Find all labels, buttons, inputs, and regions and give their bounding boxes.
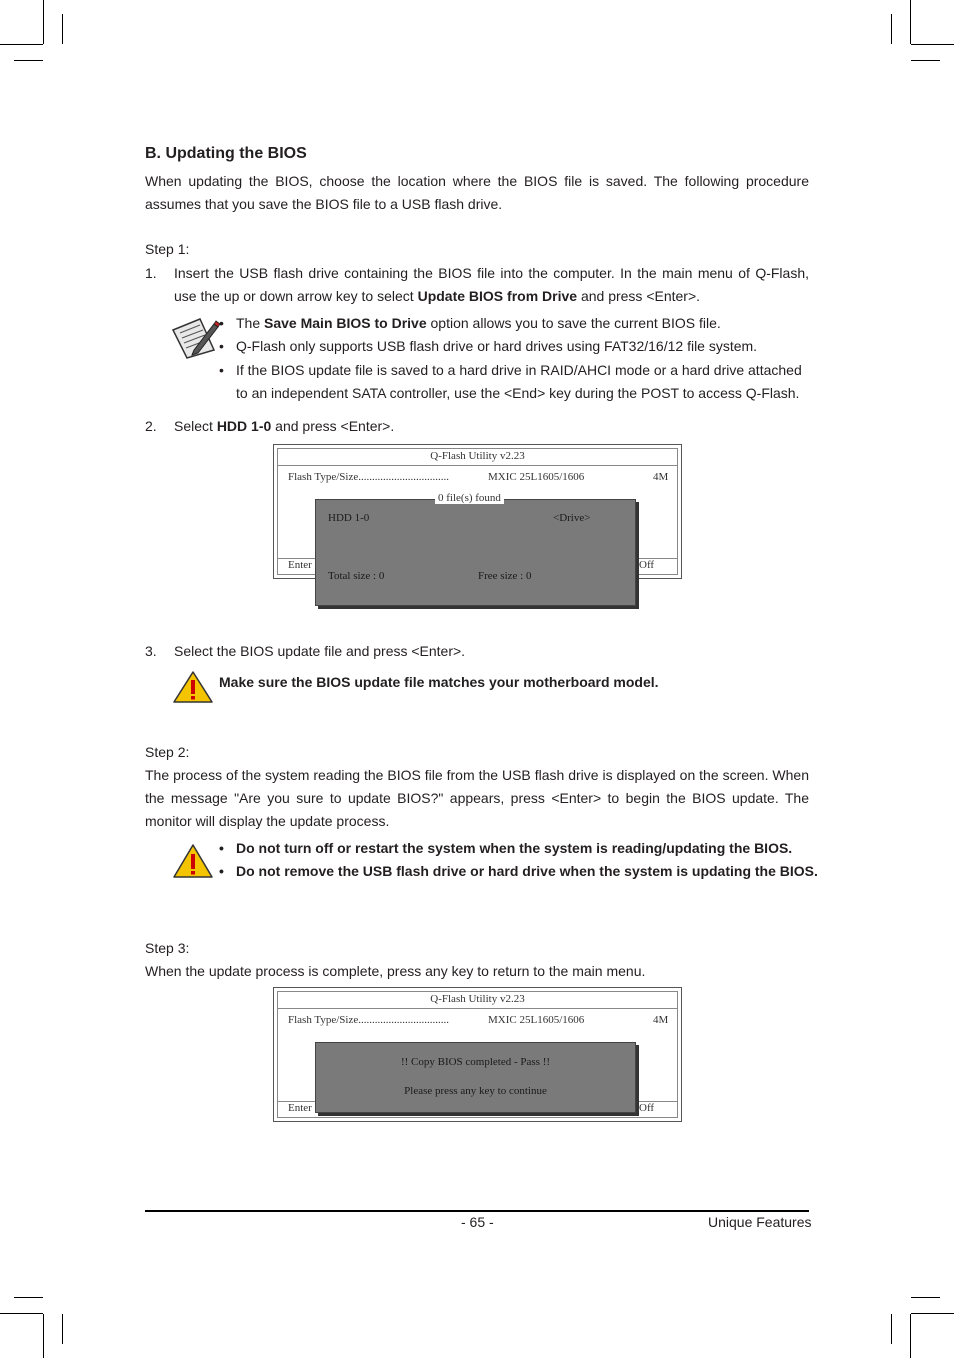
crop-mark [891, 1314, 892, 1344]
footer-section: Unique Features [708, 1214, 812, 1230]
qflash-title: Q-Flash Utility v2.23 [430, 450, 525, 462]
note-item: • The Save Main BIOS to Drive option allows you to save the current BIOS file. [219, 315, 721, 331]
item1-text: Insert the USB flash drive containing the BIOS file into the computer. In the main menu of Q-Flash, use the up or down arrow key to select Update BIOS from Drive and press <Enter>. [174, 265, 809, 304]
bottom-right-text: Off [639, 1102, 655, 1114]
bottom-left-text: Enter [288, 559, 312, 571]
total-size: Total size : 0 [328, 570, 385, 582]
note-pencil-icon [170, 316, 220, 360]
warning-exclamation-icon [172, 843, 214, 879]
crop-mark [14, 60, 43, 61]
crop-mark [911, 44, 954, 45]
warning-item: • Do not turn off or restart the system when the system is reading/updating the BIOS. [219, 840, 793, 856]
crop-mark [911, 1313, 954, 1314]
warning-item: • Do not remove the USB flash drive or hard drive when the system is updating the BIOS. [219, 863, 818, 879]
drive-name[interactable]: HDD 1-0 [328, 512, 370, 524]
flash-type-value: MXIC 25L1605/1606 [488, 471, 585, 483]
crop-mark [891, 14, 892, 44]
files-found-label: 0 file(s) found [435, 492, 504, 504]
flash-type-label: Flash Type/Size................................. [288, 1014, 449, 1026]
crop-mark [911, 1297, 940, 1298]
qflash-title: Q-Flash Utility v2.23 [430, 993, 525, 1005]
intro-paragraph: When updating the BIOS, choose the location where the BIOS file is saved. The following procedure assumes that you save the BIOS file to a USB flash drive. [145, 173, 809, 212]
bottom-right-text: Off [639, 559, 655, 571]
crop-mark [62, 14, 63, 44]
item1-number: 1. [145, 265, 157, 281]
step3-label: Step 3: [145, 940, 190, 956]
copy-complete-dialog[interactable] [315, 1042, 636, 1113]
qflash-frame [277, 448, 678, 466]
crop-mark [910, 0, 911, 44]
press-key-message: Please press any key to continue [404, 1085, 547, 1097]
flash-type-value: MXIC 25L1605/1606 [488, 1014, 585, 1026]
item2-number: 2. [145, 418, 157, 434]
warning-exclamation-icon [172, 670, 214, 704]
section-heading: B. Updating the BIOS [145, 145, 307, 162]
flash-size-value: 4M [653, 1014, 669, 1026]
note-item: • Q-Flash only supports USB flash drive or hard drives using FAT32/16/12 file system. [219, 338, 758, 354]
flash-type-label: Flash Type/Size................................. [288, 471, 449, 483]
step1-label: Step 1: [145, 241, 190, 257]
item2-text: Select HDD 1-0 and press <Enter>. [174, 418, 395, 434]
step2-text: The process of the system reading the BIOS file from the USB flash drive is displayed on the screen. When the message "Are you sure to update BIOS?" appears, press <Enter> to begin the BIOS update. The monitor will display the update process. [145, 767, 809, 829]
note-item: • If the BIOS update file is saved to a hard drive in RAID/AHCI mode or a hard drive attached to an independent SATA controller, use the <End> key during the POST to access Q-Flash. [219, 362, 802, 401]
crop-mark [14, 1297, 43, 1298]
crop-mark [43, 0, 44, 44]
step2-label: Step 2: [145, 744, 190, 760]
copy-complete-message: !! Copy BIOS completed - Pass !! [400, 1056, 551, 1068]
crop-mark [0, 44, 43, 45]
item3-number: 3. [145, 643, 157, 659]
crop-mark [62, 1314, 63, 1344]
bottom-left-text: Enter [288, 1102, 312, 1114]
qflash-frame [277, 991, 678, 1009]
free-size: Free size : 0 [478, 570, 532, 582]
drive-tag: <Drive> [553, 512, 591, 524]
step3-text: When the update process is complete, press any key to return to the main menu. [145, 963, 646, 979]
item3-text: Select the BIOS update file and press <Enter>. [174, 643, 466, 659]
flash-size-value: 4M [653, 471, 669, 483]
page-number: - 65 - [461, 1214, 494, 1230]
file-list-dialog[interactable] [315, 499, 636, 606]
crop-mark [43, 1314, 44, 1358]
crop-mark [911, 60, 940, 61]
crop-mark [910, 1314, 911, 1358]
crop-mark [0, 1313, 43, 1314]
warning-text: Make sure the BIOS update file matches your motherboard model. [219, 674, 659, 690]
